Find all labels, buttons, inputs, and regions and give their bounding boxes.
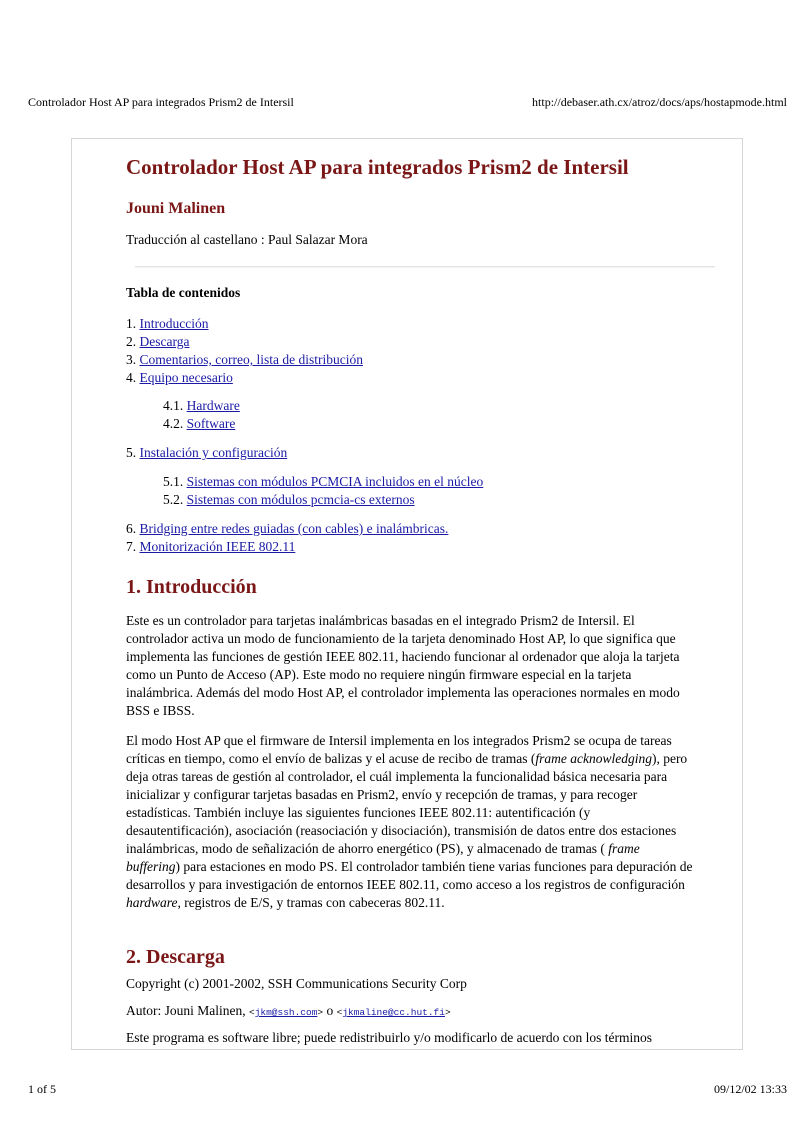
page-frame [71,138,743,1050]
toc-link-monitorizacion[interactable]: Monitorización IEEE 802.11 [139,539,296,554]
toc-item-number: 1. [126,316,137,331]
toc-link-hardware[interactable]: Hardware [186,398,240,413]
toc-link-descarga[interactable]: Descarga [139,334,190,349]
toc-item [126,538,483,556]
toc-subitem [126,473,483,491]
email-link-2[interactable]: jkmaline@cc.hut.fi [342,1007,445,1018]
toc-link-bridging[interactable]: Bridging entre redes guiadas (con cables) e inalámbricas. [139,521,449,536]
table-of-contents [126,315,483,556]
toc-link-equipo[interactable]: Equipo necesario [139,370,233,385]
toc-item-number: 5.1. [163,474,184,489]
toc-link-pcmcia-nucleo[interactable]: Sistemas con módulos PCMCIA incluidos en el núcleo [186,474,484,489]
print-header-url: http://debaser.ath.cx/atroz/docs/aps/hostapmode.html [532,95,787,109]
document-author: Jouni Malinen [126,200,226,217]
toc-link-pcmcia-cs[interactable]: Sistemas con módulos pcmcia-cs externos [186,492,415,507]
license-line: Este programa es software libre; puede redistribuirlo y/o modificarlo de acuerdo con los términos [126,1030,652,1045]
toc-subitem [126,397,483,415]
toc-item-number: 5.2. [163,492,184,507]
section-title-descarga: 2. Descarga [126,946,225,968]
print-datetime: 09/12/02 13:33 [713,1082,787,1096]
copyright-line: Copyright (c) 2001-2002, SSH Communications Security Corp [126,976,467,991]
toc-item-number: 5. [126,445,137,460]
toc-subitem [126,491,483,509]
toc-item [126,369,483,387]
toc-item-number: 4. [126,370,137,385]
toc-subitem [126,415,483,433]
toc-item-number: 3. [126,352,137,367]
print-page-number: 1 of 5 [28,1082,56,1096]
toc-link-instalacion[interactable]: Instalación y configuración [139,445,288,460]
print-footer [0,1082,793,1098]
toc-item-number: 4.2. [163,416,184,431]
toc-item-number: 4.1. [163,398,184,413]
toc-item-number: 6. [126,521,137,536]
toc-title: Tabla de contenidos [126,285,241,300]
toc-item [126,315,483,333]
toc-item [126,444,483,462]
toc-link-comentarios[interactable]: Comentarios, correo, lista de distribución [139,352,363,367]
toc-item [126,520,483,538]
print-header [0,95,793,111]
toc-item-number: 7. [126,539,137,554]
translation-credit: Traducción al castellano : Paul Salazar Mora [126,232,368,247]
document-title: Controlador Host AP para integrados Prism2 de Intersil [126,155,629,179]
intro-paragraph-2: El modo Host AP que el firmware de Intersil implementa en los integrados Prism2 se ocupa de tareas críticas en tiempo, como el envío de balizas y el acuse de recibo de tramas (frame acknowledging), pero deja otras tareas de gestión al controlador, el cuál implementa la funcionalidad básica necesaria para inicializar y configurar tarjetas basadas en Prism2, envío y recepción de tramas, y para recoger estadísticas. También incluye las siguientes funciones IEEE 802.11: autentificación (y desautentificación), asociación (reasociación y disociación), transmisión de datos entre dos estaciones inalámbricas, modo de señalización de ahorro energético (PS), y almacenado de tramas ( frame buffering) para estaciones en modo PS. El controlador también tiene varias funciones para depuración de desarrollos y para investigación de entornos IEEE 802.11, como acceso a los registros de configuración hardware, registros de E/S, y tramas con cabeceras 802.11. [126,733,693,910]
author-line: Autor: Jouni Malinen, <jkm@ssh.com> o <jkmaline@cc.hut.fi> [126,1003,451,1018]
toc-link-introduccion[interactable]: Introducción [139,316,209,331]
print-header-title: Controlador Host AP para integrados Prism2 de Intersil [28,95,294,109]
email-link-1[interactable]: jkm@ssh.com [254,1007,318,1018]
intro-paragraph-1: Este es un controlador para tarjetas inalámbricas basadas en el integrado Prism2 de Intersil. El controlador activa un modo de funcionamiento de la tarjeta denominado Host AP, lo que significa que implementa las funciones de gestión IEEE 802.11, haciendo funcionar al ordenador que aloja la tarjeta como un Punto de Acceso (AP). Este modo no requiere ningún firmware especial en la tarjeta inalámbrica. Además del modo Host AP, el controlador implementa las operaciones normales en modo BSS e IBSS. [126,613,680,718]
toc-item [126,333,483,351]
section-title-introduccion: 1. Introducción [126,576,257,598]
toc-item-number: 2. [126,334,137,349]
toc-link-software[interactable]: Software [186,416,236,431]
toc-item [126,351,483,369]
divider [135,266,715,267]
